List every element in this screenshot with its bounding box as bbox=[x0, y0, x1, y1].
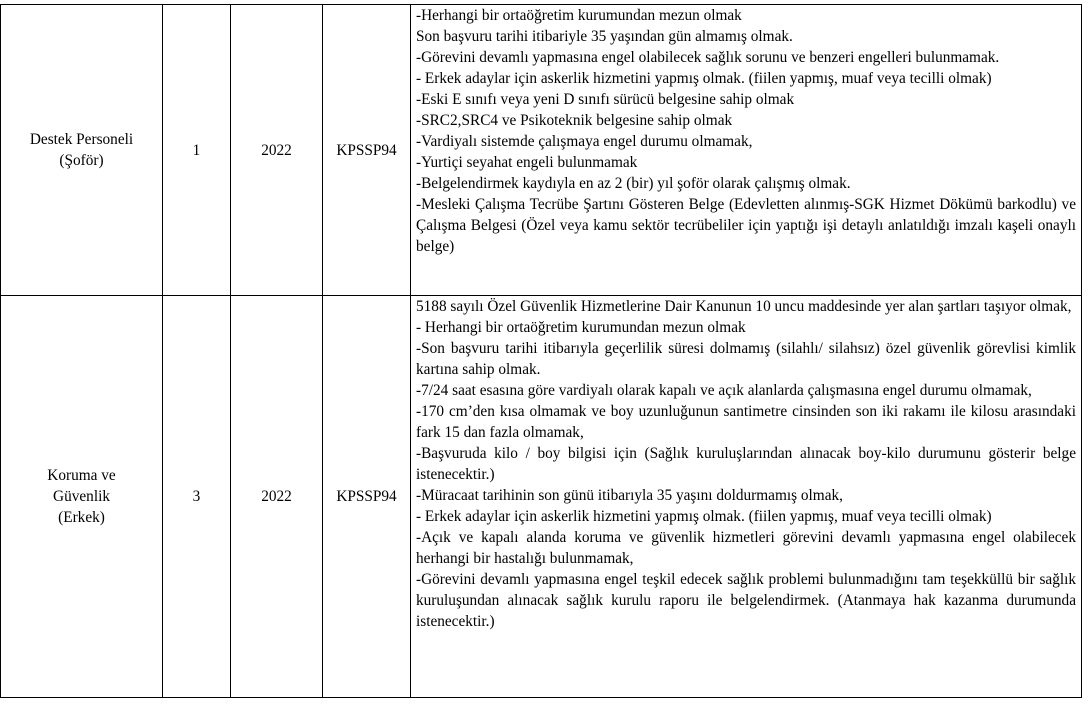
requirements-cell bbox=[411, 296, 1082, 698]
requirement-item: - Herhangi bir ortaöğretim kurumundan mezun olmak bbox=[416, 319, 746, 336]
requirement-item: -Belgelendirmek kaydıyla en az 2 (bir) yıl şoför olarak çalışmış olmak. bbox=[416, 175, 851, 192]
requirement-item: -Müracaat tarihinin son günü itibarıyla 35 yaşını doldurmamış olmak, bbox=[416, 487, 843, 504]
position-title: Koruma ve bbox=[47, 467, 116, 484]
table-row bbox=[1, 5, 1082, 296]
requirement-item: -Görevini devamlı yapmasına engel olabilecek sağlık sorunu ve benzeri engelleri bulunmamak. bbox=[416, 49, 1000, 66]
requirement-item: -170 cm’den kısa olmamak ve boy uzunluğunun santimetre cinsinden son iki rakamı ile kilosu arasındaki fark 15 dan fazla olmamak, bbox=[416, 403, 1076, 441]
requirement-item: -SRC2,SRC4 ve Psikoteknik belgesine sahip olmak bbox=[416, 112, 733, 129]
requirement-item: -7/24 saat esasına göre vardiyalı olarak kapalı ve açık alanlarda çalışmasına engel durumu olmamak, bbox=[416, 382, 1032, 399]
requirement-item: -Başvuruda kilo / boy bilgisi için (Sağlık kuruluşlarından alınacak boy-kilo durumunu gösterir belge istenecektir.) bbox=[416, 445, 1076, 483]
requirements-cell bbox=[411, 5, 1082, 296]
requirements-table bbox=[0, 4, 1082, 698]
position-title: Destek Personeli bbox=[29, 131, 134, 148]
position-title-cell bbox=[1, 296, 163, 698]
requirement-item: - Erkek adaylar için askerlik hizmetini yapmış olmak. (fiilen yapmış, muaf veya tecilli olmak) bbox=[416, 70, 992, 87]
table-row bbox=[1, 296, 1082, 698]
position-subtitle: (Şoför) bbox=[59, 152, 104, 169]
position-count: 1 bbox=[163, 5, 231, 296]
requirement-item: -Herhangi bir ortaöğretim kurumundan mezun olmak bbox=[416, 7, 742, 24]
requirement-item: Son başvuru tarihi itibariyle 35 yaşından gün almamış olmak. bbox=[416, 28, 793, 45]
score-type: KPSSP94 bbox=[323, 296, 411, 698]
position-subtitle: (Erkek) bbox=[58, 509, 105, 526]
position-count: 3 bbox=[163, 296, 231, 698]
requirement-item: -Görevini devamlı yapmasına engel teşkil edecek sağlık problemi bulunmadığını tam teşekküllü bir sağlık kuruluşundan alınacak sağlık kurulu raporu ile belgelendirmek. (Atanmaya hak kazanma durumunda istenecektir.) bbox=[416, 571, 1076, 630]
position-title-cell bbox=[1, 5, 163, 296]
kpss-year: 2022 bbox=[231, 5, 323, 296]
score-type: KPSSP94 bbox=[323, 5, 411, 296]
requirement-item: -Son başvuru tarihi itibarıyla geçerlilik süresi dolmamış (silahlı/ silahsız) özel güvenlik görevlisi kimlik kartına sahip olmak. bbox=[416, 340, 1076, 378]
requirement-item: -Vardiyalı sistemde çalışmaya engel durumu olmamak, bbox=[416, 133, 753, 150]
requirement-item: -Yurtiçi seyahat engeli bulunmamak bbox=[416, 154, 638, 171]
requirement-item: -Eski E sınıfı veya yeni D sınıfı sürücü belgesine sahip olmak bbox=[416, 91, 795, 108]
kpss-year: 2022 bbox=[231, 296, 323, 698]
requirement-item: -Açık ve kapalı alanda koruma ve güvenlik hizmetleri görevini devamlı yapmasına engel olabilecek herhangi bir hastalığı bulunmamak, bbox=[416, 529, 1076, 567]
requirement-item: 5188 sayılı Özel Güvenlik Hizmetlerine Dair Kanunun 10 uncu maddesinde yer alan şartları taşıyor olmak, bbox=[416, 298, 1072, 315]
position-title: Güvenlik bbox=[53, 488, 110, 505]
requirement-item: -Mesleki Çalışma Tecrübe Şartını Gösteren Belge (Edevletten alınmış-SGK Hizmet Dökümü barkodlu) ve Çalışma Belgesi (Özel veya kamu sektör tecrübeliler için yaptığı işi detaylı anlatıldığı imzalı kaşeli onaylı belge) bbox=[416, 196, 1076, 255]
requirement-item: - Erkek adaylar için askerlik hizmetini yapmış olmak. (fiilen yapmış, muaf veya tecilli olmak) bbox=[416, 508, 992, 525]
